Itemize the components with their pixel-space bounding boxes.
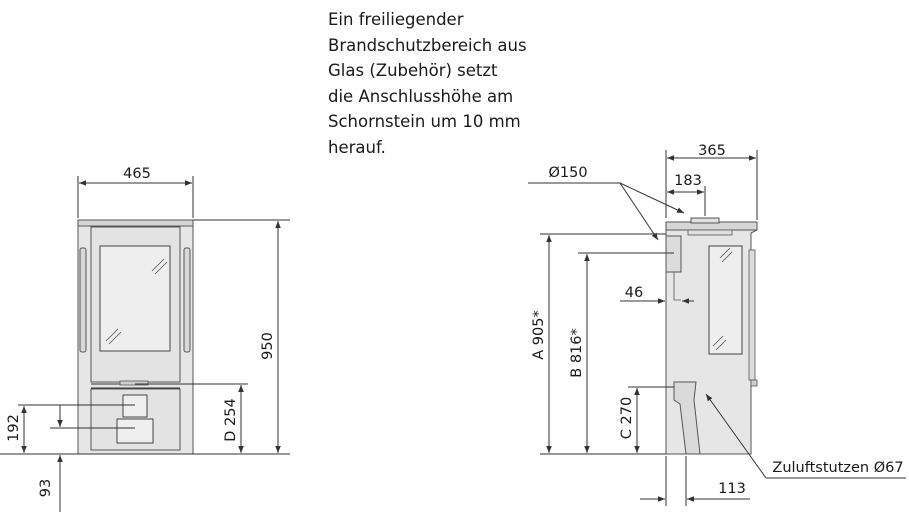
rear-flue-outlet (666, 236, 681, 272)
note-line: Glas (Zubehör) setzt (328, 61, 498, 80)
inlet-label: Zuluftstutzen Ø67 (772, 460, 904, 476)
note-line: die Anschlusshöhe am (328, 86, 514, 106)
front-view (0, 166, 290, 512)
stove-top-plate (78, 220, 193, 226)
right-handle (184, 248, 190, 352)
side-view (528, 143, 906, 506)
note-line: Schornstein um 10 mm (328, 112, 521, 131)
height-label: 950 (260, 332, 276, 360)
note-line: herauf. (328, 137, 386, 157)
label-93: 93 (38, 478, 54, 498)
c-label: C 270 (619, 396, 635, 440)
side-window (709, 246, 742, 354)
flue-diameter-label: Ø150 (548, 165, 588, 181)
note-line: Brandschutzbereich aus (328, 35, 527, 55)
outlet-upper (123, 395, 147, 417)
a-label: A 905* (531, 310, 547, 360)
note-line: Ein freiliegender (328, 10, 464, 29)
d-label: D 254 (223, 398, 239, 442)
b-label: B 816* (569, 328, 585, 378)
depth-label: 365 (698, 143, 726, 159)
outlet-lower (117, 419, 153, 443)
width-label: 465 (123, 166, 151, 182)
flue-collar (691, 218, 719, 223)
label-46: 46 (624, 285, 644, 301)
label-113: 113 (718, 481, 746, 497)
door-glass (100, 246, 170, 351)
left-handle (80, 248, 86, 352)
label-192: 192 (6, 414, 22, 442)
flue-center-label: 183 (674, 173, 702, 189)
